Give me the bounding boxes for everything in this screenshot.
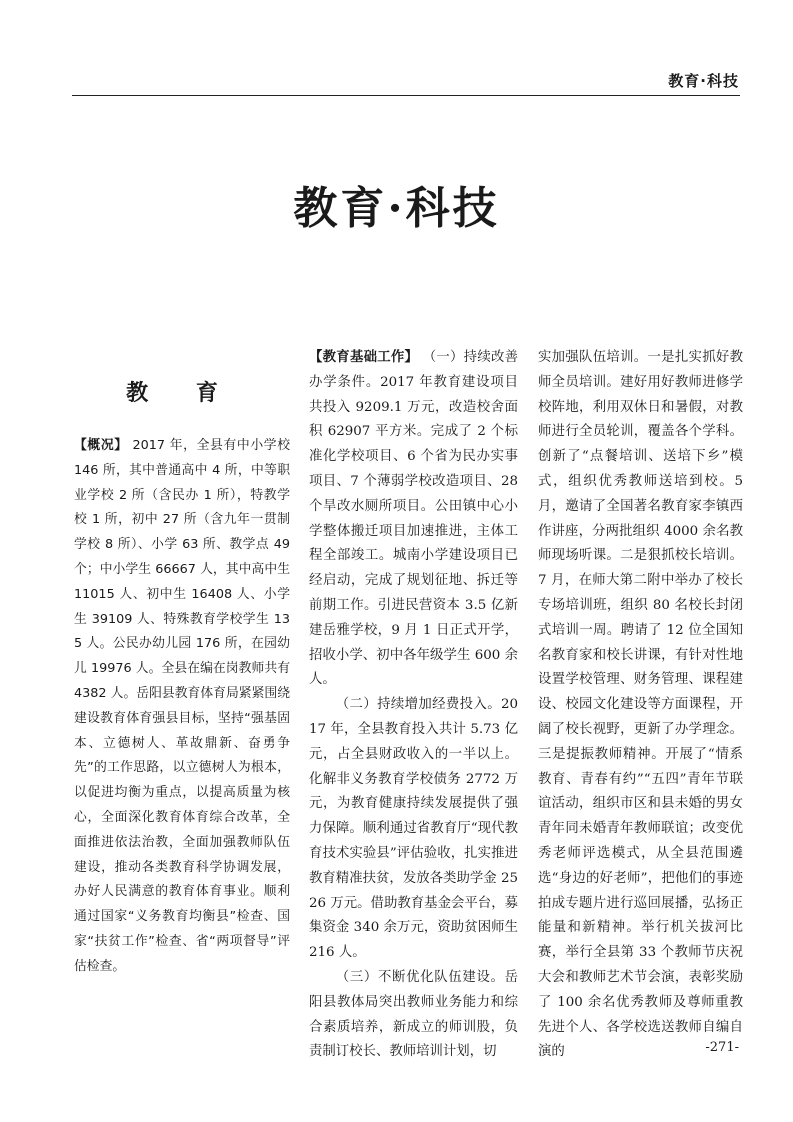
basic-work-text-1: （一）持续改善办学条件。2017 年教育建设项目共投入 9209.1 万元，改造校舍面积 62907 平方米。完成了 2 个标准化学校项目、6 个省为民办实事项目、7 个薄弱学校改造项目、28 个旱改水厕所项目。公田镇中心小学整体搬迁项目加速推进，主体工程全部竣工。城南小学建设项目已经启动，完成了规划征地、拆迁等前期工作。引进民营资本 3.5 亿新建岳雅学校，9 月 1 日正式开学，招收小学、初中各年级学生 600 余人。	[309, 350, 519, 688]
running-head-title: 教育·科技	[668, 72, 739, 90]
section-title: 教 育	[126, 380, 238, 406]
overview-text: 2017 年，全县有中小学校 146 所，其中普通高中 4 所，中等职业学校 2 所（含民办 1 所），特教学校 1 所，初中 27 所（含九年一贯制学校 8 所）、小学 63 所、教学点 49 个；中小学生 66667 人，其中高中生 11015 人、初中生 16408 人、小学生 39109 人、特殊教育学校学生 135 人。公民办幼儿园 176 所，在园幼儿 19976 人。全县在编在岗教师共有 4382 人。岳阳县教育体育局紧紧围绕建设教育体育强县目标，坚持“强基固本、立德树人、革故鼎新、奋勇争先”的工作思路，以立德树人为根本，以促进均衡为重点，以提高质量为核心，全面深化教育体育综合改革，全面推进依法治教，全面加强教师队伍建设，推动各类教育科学协调发展，办好人民满意的教育体育事业。顺利通过国家“义务教育均衡县”检查、国家“扶贫工作”检查、省“两项督导”评估检查。	[74, 438, 291, 974]
basic-work-paragraph-2: （二）持续增加经费投入。2017 年，全县教育投入共计 5.73 亿元，占全县财政收入的一半以上。化解非义务教育学校债务 2772 万元，为教育健康持续发展提供了强力保障。顺利通过省教育厅“现代教育技术实验县”评估验收，扎实推进教育精准扶贫，发放各类助学金 2526 万元。借助教育基金会平台，募集资金 340 余万元，资助贫困师生 216 人。	[309, 697, 518, 961]
basic-work-paragraph-3: （三）不断优化队伍建设。岳阳县教体局突出教师业务能力和综合素质培养，新成立的师训股，负责制订校长、教师培训计划，切	[309, 969, 518, 1060]
page-number: -271-	[705, 1040, 739, 1055]
basic-work-lead: 【教育基础工作】	[309, 350, 419, 365]
header-rule	[72, 95, 740, 96]
column-3	[538, 346, 743, 1065]
overview-lead: 【概况】	[74, 438, 128, 453]
column-2	[309, 346, 518, 1065]
column-1	[74, 346, 290, 980]
chapter-title: 教育·科技	[293, 183, 500, 234]
overview-paragraph	[74, 434, 290, 980]
basic-work-paragraph-1	[309, 346, 518, 693]
continued-paragraph: 实加强队伍培训。一是扎实抓好教师全员培训。建好用好教师进修学校阵地，利用双休日和暑假，对教师进行全员轮训，覆盖各个学科。创新了“点餐培训、送培下乡”模式，组织优秀教师送培到校。5 月，邀请了全国著名教育家李镇西作讲座，分两批组织 4000 余名教师现场听课。二是狠抓校长培训。7 月，在师大第二附中举办了校长专场培训班，组织 80 名校长封闭式培训一周。聘请了 12 位全国知名教育家和校长讲课，有针对性地设置学校管理、财务管理、课程建设、校园文化建设等方面课程，开阔了校长视野，更新了办学理念。三是提振教师精神。开展了“情系教育、青春有约”“五四”青年节联谊活动，组织市区和县未婚的男女青年同未婚青年教师联谊；改变优秀老师评选模式，从全县范围遴选“身边的好老师”，把他们的事迹拍成专题片进行巡回展播，弘扬正能量和新精神。举行机关拔河比赛，举行全县第 33 个教师节庆祝大会和教师艺术节会演，表彰奖励了 100 余名优秀教师及尊师重教先进个人、各学校选送教师自编自演的	[538, 350, 743, 1060]
